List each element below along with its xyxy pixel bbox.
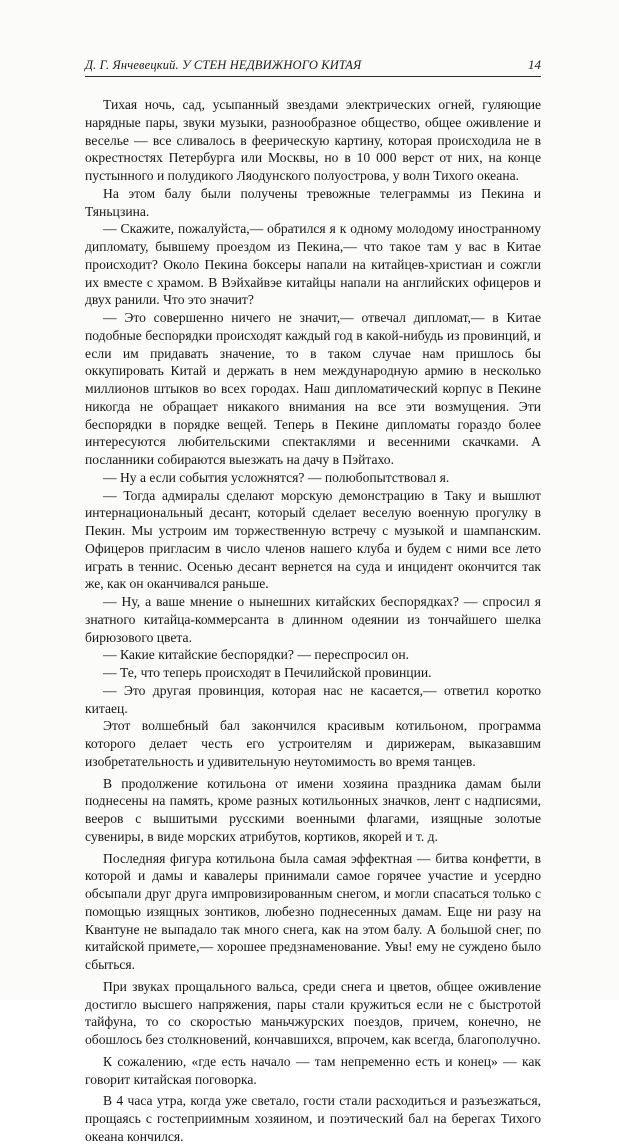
paragraph: — Это совершенно ничего не значит,— отвечал дипломат,— в Китае подобные беспорядки происходят каждый год в какой-нибудь из провинций, и если им придавать значение, то в таком случае нам пришлось бы оккупировать Китай и держать в нем международную армию в несколько миллионов штыков во всех городах. Наш дипломатический корпус в Пекине никогда не обращает никакого внимания на все эти возмущения. Эти беспорядки в порядке вещей. Теперь в Пекине дипломаты гораздо более интересуются любительскими спектаклями и весенними скачками. А посланники собираются выезжать на дачу в Пэйтахо. <box>85 310 541 467</box>
paragraph: — Ну а если события усложнятся? — полюбопытствовал я. <box>103 469 450 485</box>
page-header <box>85 58 541 77</box>
paragraph: На этом балу были получены тревожные телеграммы из Пекина и Тяньцзина. <box>85 185 541 219</box>
paragraph: — Это другая провинция, которая нас не касается,— ответил коротко китаец. <box>85 682 541 716</box>
running-title: Д. Г. Янчевецкий. У СТЕН НЕДВИЖНОГО КИТАЯ <box>85 58 362 72</box>
paragraph: — Ну, а ваше мнение о нынешних китайских беспорядках? — спросил я знатного китайца-коммерсанта в длинном одеянии из тончайшего шелка бирюзового цвета. <box>85 594 541 645</box>
paragraph: — Скажите, пожалуйста,— обратился я к одному молодому иностранному дипломату, бывшему проездом из Пекина,— что такое там у вас в Китае происходит? Около Пекина боксеры напали на китайцев-христиан и сожгли их вместе с храмом. В Вэйхайвэе китайцы напали на английских офицеров и двух ранили. Что это значит? <box>85 221 541 308</box>
body-text <box>85 96 541 1146</box>
paragraph: Этот волшебный бал закончился красивым котильоном, программа которого делает честь его устроителям и дирижерам, выказавшим изобретательность и удивительную неутомимость во время танцев. <box>85 718 541 769</box>
paragraph: При звуках прощального вальса, среди снега и цветов, общее оживление достигло высшего напряжения, пары стали кружиться если не с быстротой тайфуна, то со скоростью маньчжурских поездов, причем, конечно, не обошлось без столкновений, кончавшихся, впрочем, как всегда, благополучно. <box>85 978 541 1047</box>
paragraph: К сожалению, «где есть начало — там непременно есть и конец» — как говорит китайская поговорка. <box>85 1053 541 1087</box>
paragraph: Тихая ночь, сад, усыпанный звездами электрических огней, гуляющие нарядные пары, звуки музыки, разнообразное общество, общее оживление и веселье — все сливалось в феерическую картину, которая происходила не в окрестностях Петербурга или Москвы, но в 10 000 верст от них, на конце пустынного и полудикого Ляодунского полуострова, у волн Тихого океана. <box>85 97 541 183</box>
paragraph: — Какие китайские беспорядки? — переспросил он. <box>103 647 410 663</box>
page-number: 14 <box>528 57 541 72</box>
paragraph: — Тогда адмиралы сделают морскую демонстрацию в Таку и вышлют интернациональный десант, который сделает веселую военную прогулку в Пекин. Мы устроим им торжественную встречу с музыкой и шампанским. Офицеров пригласим в число членов нашего клуба и будем с ними все лето играть в теннис. Осенью десант вернется на суда и инцидент окончится так же, как он оканчивался раньше. <box>85 487 541 592</box>
paragraph: Последняя фигура котильона была самая эффектная — битва конфетти, в которой и дамы и кавалеры принимали самое горячее участие и усердно обсыпали друг друга импровизированным снегом, и могли спасаться только с помощью изящных зонтиков, любезно поднесенных дамам. Еще ни разу на Квантуне не выпадало так много снега, как на этом балу. А большой снег, по китайской примете,— хорошее предзнаменование. Увы! ему не суждено было сбыться. <box>85 850 541 972</box>
paragraph: В продолжение котильона от имени хозяина праздника дамам были поднесены на память, кроме разных котильонных значков, лент с надписями, вееров с вышитыми русскими военными флагами, изящные золотые сувениры, в виде морских атрибутов, кортиков, якорей и т. д. <box>85 775 541 844</box>
paragraph: В 4 часа утра, когда уже светало, гости стали расходиться и разъезжаться, прощаясь с гостеприимным хозяином, и поэтический бал на берегах Тихого океана кончился. <box>85 1093 541 1144</box>
paragraph: — Те, что теперь происходят в Печилийской провинции. <box>103 665 432 680</box>
